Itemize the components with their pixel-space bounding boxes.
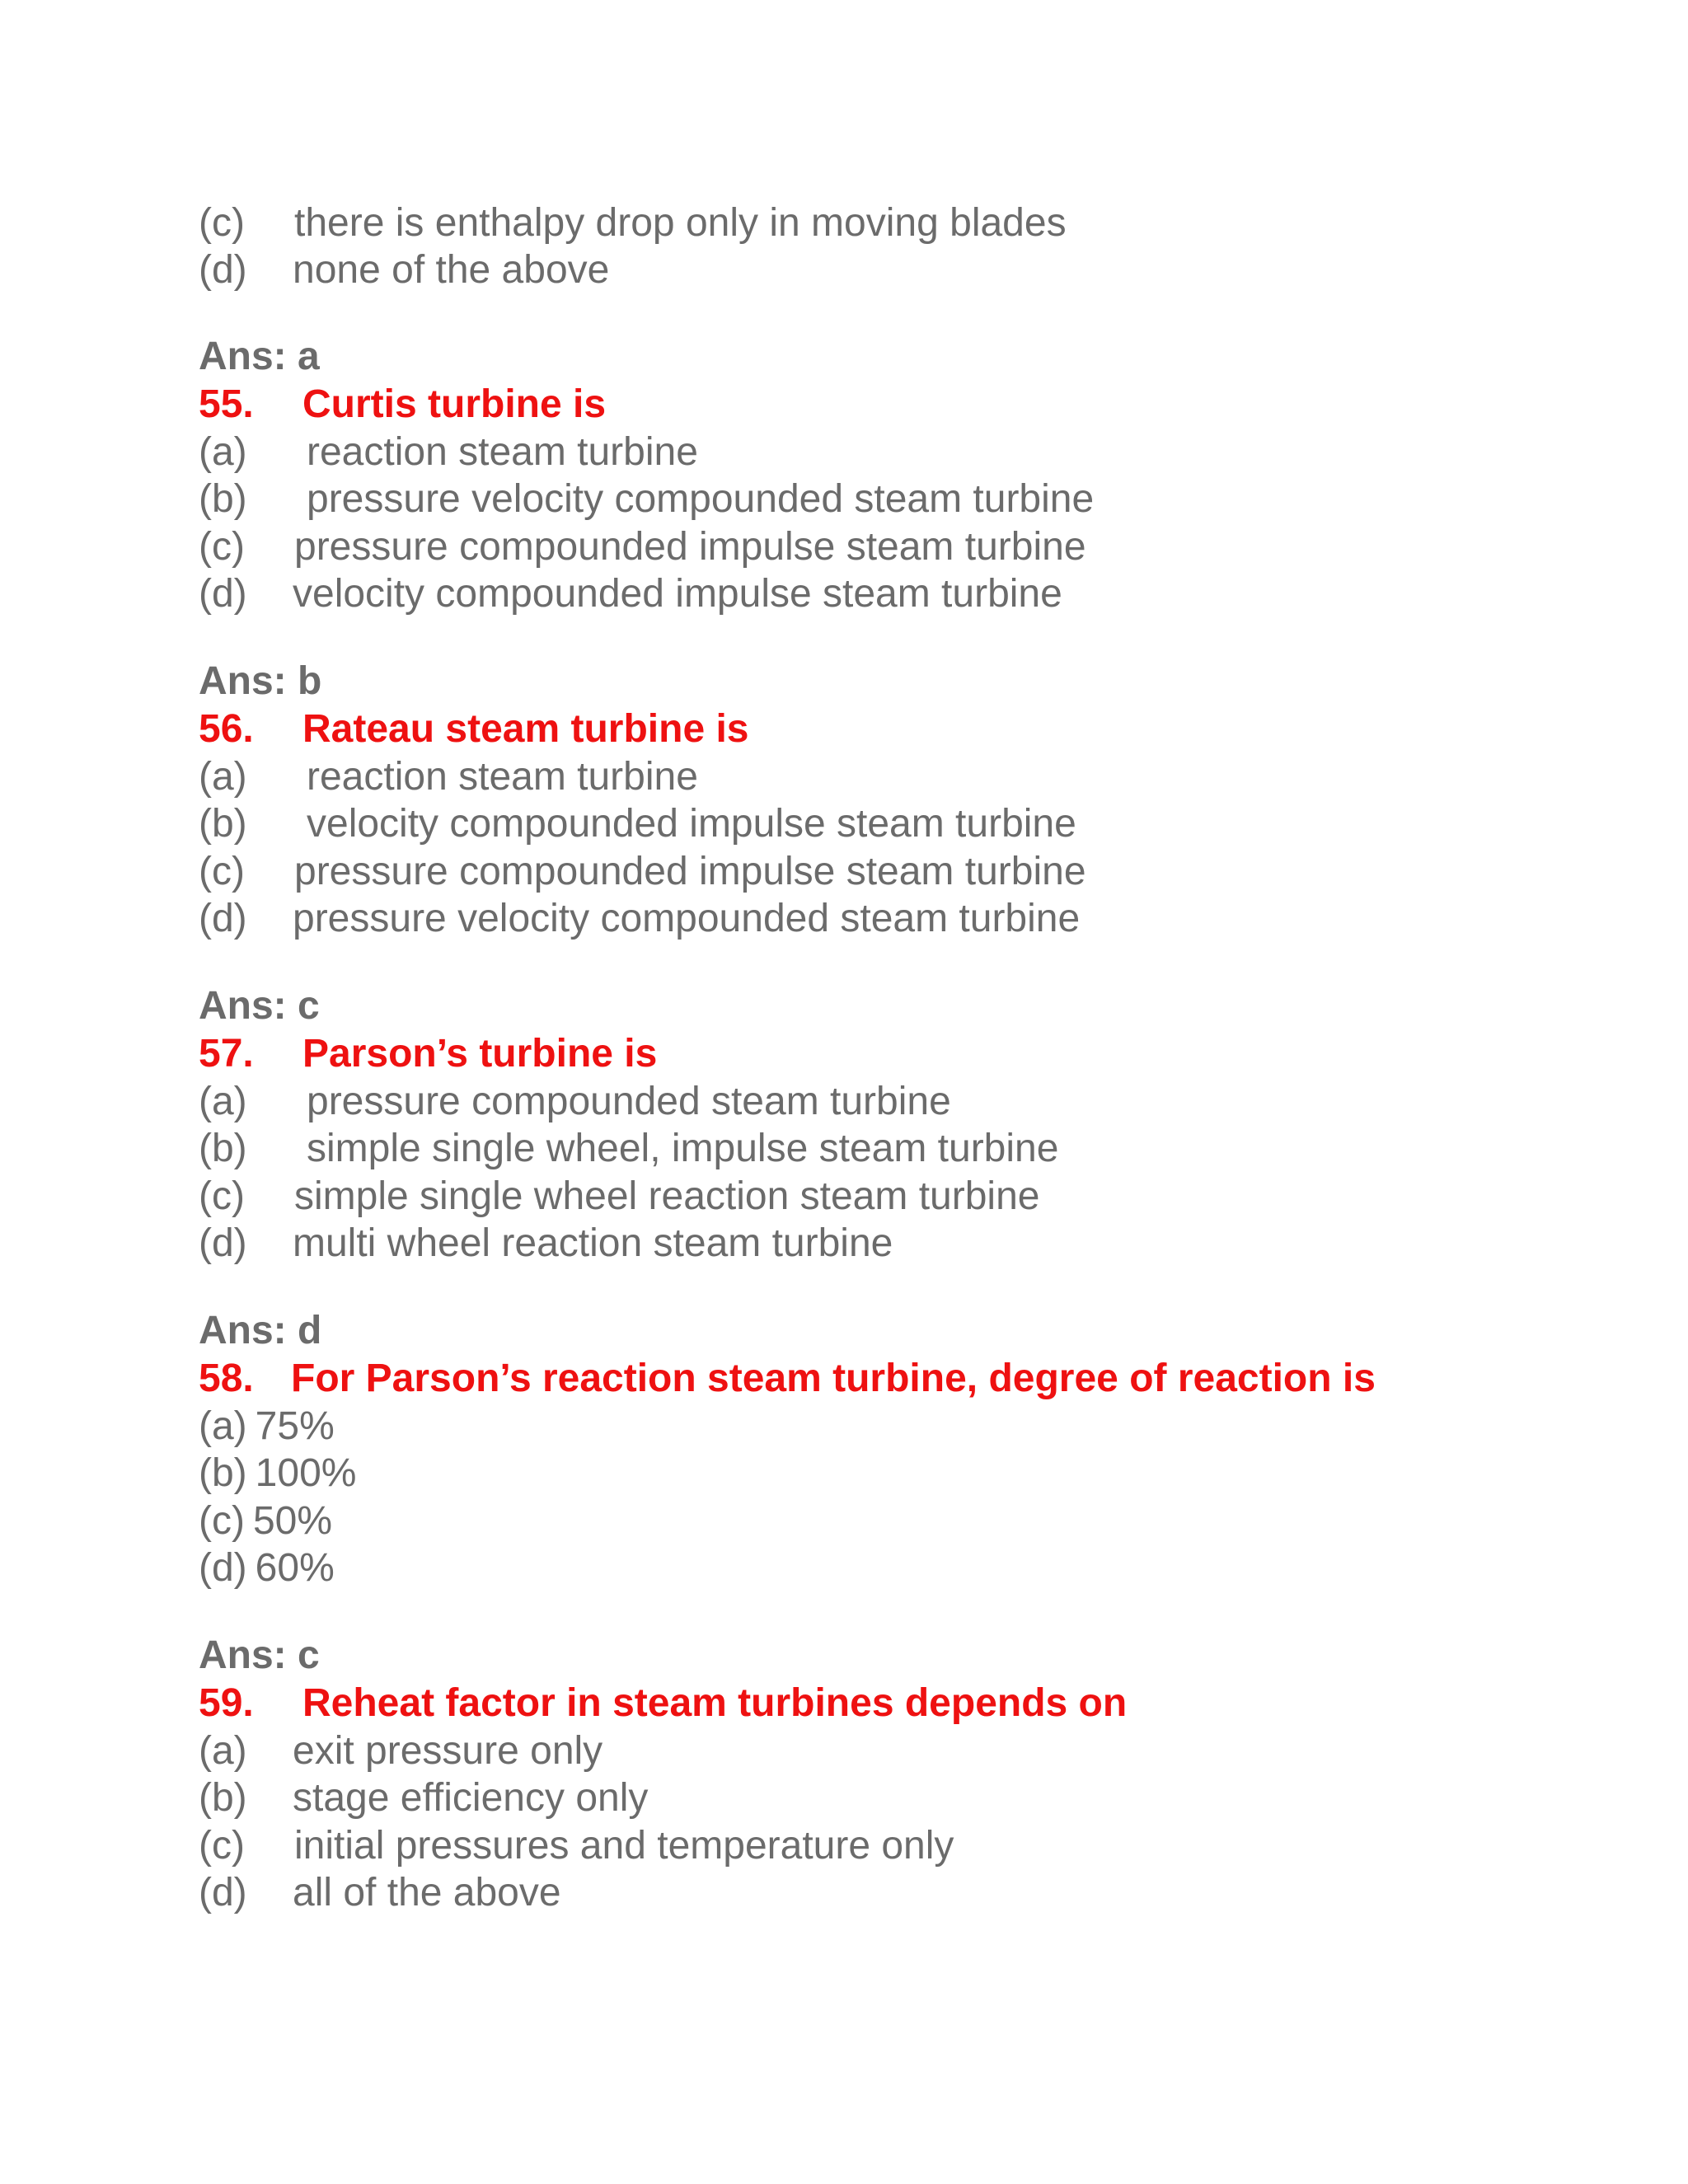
option-text: pressure velocity compounded steam turbine [293,897,1081,940]
question-heading [199,382,606,428]
question-heading [199,1356,1376,1402]
option-text: pressure compounded steam turbine [307,1080,951,1123]
option-text: pressure compounded impulse steam turbine [294,850,1086,893]
option-label: (a) [199,430,247,474]
answer-line: Ans: c [199,984,320,1028]
option-row [199,571,1062,617]
option-label: (a) [199,1404,247,1448]
option-label: (d) [199,248,247,292]
option-text: simple single wheel reaction steam turbine [294,1174,1040,1218]
option-text: all of the above [293,1871,561,1915]
option-text: velocity compounded impulse steam turbine [307,802,1076,846]
option-row [199,1451,356,1497]
option-text: 60% [255,1546,335,1590]
option-row [199,200,1067,246]
option-text: exit pressure only [293,1729,603,1773]
question-text: For Parson’s reaction steam turbine, degree of reaction is [291,1357,1376,1400]
option-text: none of the above [293,248,610,292]
answer-line: Ans: d [199,1309,322,1352]
option-row [199,1221,893,1267]
option-row [199,1728,603,1774]
option-label: (c) [199,1824,245,1868]
option-label: (c) [199,850,245,893]
option-label: (c) [199,1174,245,1218]
answer-line: Ans: a [199,335,320,378]
option-label: (b) [199,1127,247,1170]
option-row [199,524,1086,570]
option-text: pressure velocity compounded steam turbine [307,477,1095,521]
question-number: 59. [199,1681,254,1725]
option-row [199,1775,648,1821]
option-label: (c) [199,525,245,569]
option-text: initial pressures and temperature only [294,1824,954,1868]
question-heading [199,706,749,752]
answer-line: Ans: c [199,1633,320,1677]
question-text: Parson’s turbine is [302,1032,658,1076]
option-row [199,1404,335,1450]
question-text: Rateau steam turbine is [302,707,749,751]
question-text: Reheat factor in steam turbines depends on [302,1681,1128,1725]
option-text: velocity compounded impulse steam turbine [293,572,1062,616]
question-number: 56. [199,707,254,751]
option-row [199,1870,561,1916]
option-label: (b) [199,1776,247,1820]
question-number: 55. [199,382,254,426]
option-label: (a) [199,1080,247,1123]
option-text: reaction steam turbine [307,430,698,474]
option-text: pressure compounded impulse steam turbine [294,525,1086,569]
option-row [199,801,1076,847]
question-number: 58. [199,1357,254,1400]
option-row [199,1126,1058,1172]
option-text: there is enthalpy drop only in moving blades [294,201,1067,245]
option-text: 50% [252,1499,333,1543]
option-label: (a) [199,1729,247,1773]
answer-line: Ans: b [199,659,322,703]
option-label: (a) [199,755,247,799]
option-row [199,1545,335,1591]
option-text: multi wheel reaction steam turbine [293,1221,893,1265]
option-label: (d) [199,1221,247,1265]
option-text: 100% [255,1451,357,1495]
option-row [199,1174,1039,1220]
option-label: (c) [199,1499,245,1543]
option-text: stage efficiency only [293,1776,649,1820]
question-number: 57. [199,1032,254,1076]
option-text: reaction steam turbine [307,755,698,799]
option-row [199,429,698,476]
option-row [199,476,1094,523]
option-label: (d) [199,1871,247,1915]
option-label: (b) [199,802,247,846]
option-text: 75% [255,1404,335,1448]
option-row [199,1498,332,1544]
option-text: simple single wheel, impulse steam turbine [307,1127,1059,1170]
option-label: (b) [199,477,247,521]
option-label: (d) [199,572,247,616]
option-row [199,1823,954,1869]
question-heading [199,1680,1127,1727]
option-label: (b) [199,1451,247,1495]
option-row [199,754,698,800]
question-text: Curtis turbine is [302,382,607,426]
option-label: (d) [199,1546,247,1590]
option-row [199,896,1080,942]
option-label: (d) [199,897,247,940]
option-label: (c) [199,201,245,245]
option-row [199,247,609,293]
option-row [199,849,1086,895]
question-heading [199,1031,657,1077]
option-row [199,1079,951,1125]
